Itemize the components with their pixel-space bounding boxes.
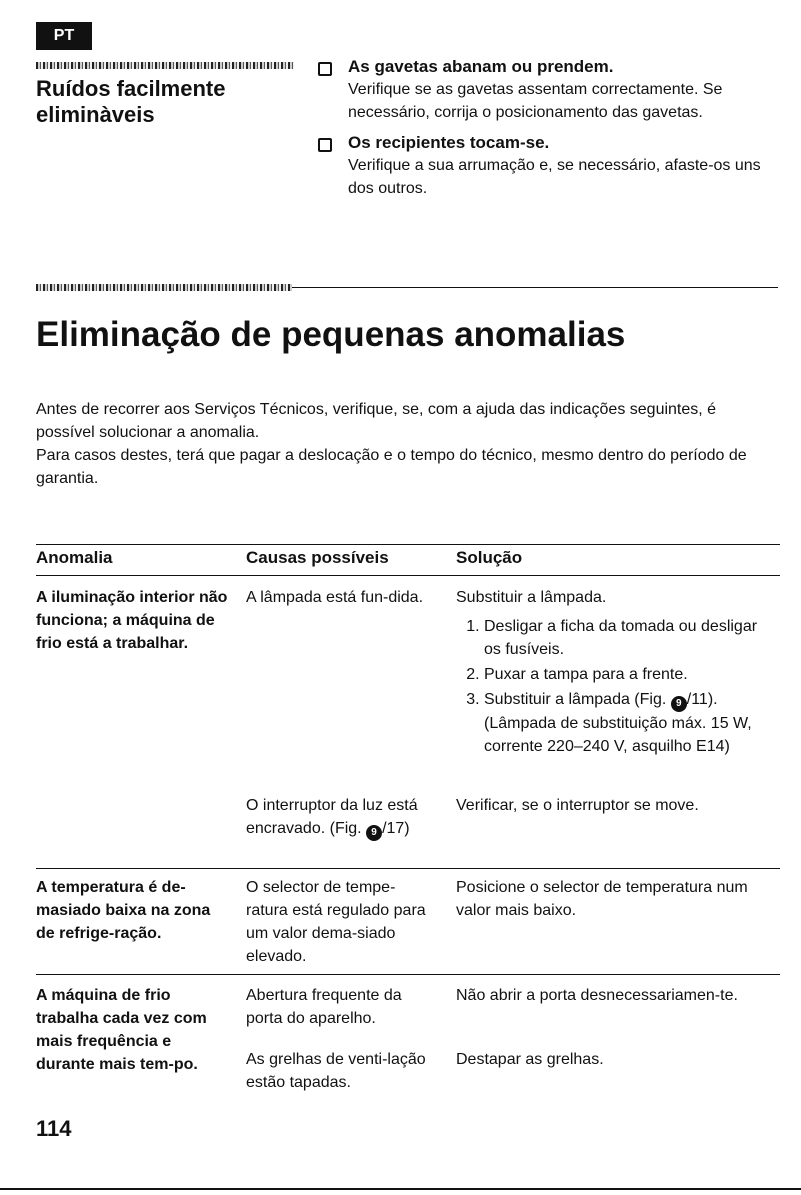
bullet-body: Verifique se as gavetas assentam correctamente. Se necessário, corrija o posicionamento das gavetas. [348,81,723,121]
checkbox-square-icon [318,138,332,152]
row-rule [36,974,780,975]
intro-text [36,398,776,490]
solution-cell: Destapar as grelhas. [456,1051,604,1068]
column-header-anomaly: Anomalia [36,548,113,567]
bullet-heading: Os recipientes tocam-se. [348,133,550,152]
noise-list [318,56,778,208]
solution-steps [456,615,778,758]
list-item [318,132,778,200]
row-rule [36,868,780,869]
solution-cell: Verificar, se o interruptor se move. [456,797,699,814]
section-divider [36,284,292,291]
cause-cell: O selector de tempe-ratura está regulado para um valor dema-siado elevado. [246,879,426,965]
cause-text: O interruptor da luz está encravado. (Fig. [246,797,418,837]
intro-paragraph: Antes de recorrer aos Serviços Técnicos, verifique, se, com a ajuda das indicações seguintes, é possível solucionar a anomalia. [36,401,717,441]
section-title: Ruídos facilmente eliminàveis [36,76,226,127]
cause-cell: As grelhas de venti-lação estão tapadas. [246,1051,426,1091]
divider-line [292,287,778,288]
anomaly-cell: A temperatura é de-masiado baixa na zona de refrige-ração. [36,879,211,942]
solution-intro: Substituir a lâmpada. [456,589,607,606]
page-number: 114 [36,1116,72,1141]
list-item: 1. Desligar a ficha da tomada ou desligar os fusíveis. [484,615,778,661]
checkbox-square-icon [318,62,332,76]
column-header-solution: Solução [456,548,523,567]
anomaly-cell: A iluminação interior não funciona; a máquina de frio está a trabalhar. [36,589,228,652]
cause-cell: Abertura frequente da porta do aparelho. [246,987,402,1027]
language-badge: PT [36,22,92,50]
page-title: Eliminação de pequenas anomalias [36,315,626,354]
solution-cell: Posicione o selector de temperatura num valor mais baixo. [456,879,748,919]
list-item: 2. Puxar a tampa para a frente. [484,663,778,686]
step-text: Substituir a lâmpada (Fig. [484,691,667,708]
intro-paragraph: Para casos destes, terá que pagar a deslocação e o tempo do técnico, mesmo dentro do período de garantia. [36,447,747,487]
table-top-rule [36,544,780,545]
figure-number-icon: 9 [671,696,687,712]
bottom-rule [0,1188,801,1190]
figure-number-icon: 9 [366,825,382,841]
cause-cell [246,794,426,841]
list-item [484,688,778,758]
step-text: /11). (Lâmpada de substituição máx. 15 W, corrente 220–240 V, asquilho E14) [484,691,752,755]
solution-cell: Não abrir a porta desnecessariamen-te. [456,987,738,1004]
cause-cell: A lâmpada está fun-dida. [246,589,424,606]
cause-text: /17) [382,820,410,837]
bullet-body: Verifique a sua arrumação e, se necessário, afaste-os uns dos outros. [348,157,761,197]
anomaly-cell: A máquina de frio trabalha cada vez com mais frequência e durante mais tem-po. [36,987,207,1073]
list-item [318,56,778,124]
column-header-causes: Causas possíveis [246,548,389,567]
solution-cell [456,586,778,760]
bullet-heading: As gavetas abanam ou prendem. [348,57,614,76]
section-divider [36,62,294,69]
table-header-rule [36,575,780,576]
